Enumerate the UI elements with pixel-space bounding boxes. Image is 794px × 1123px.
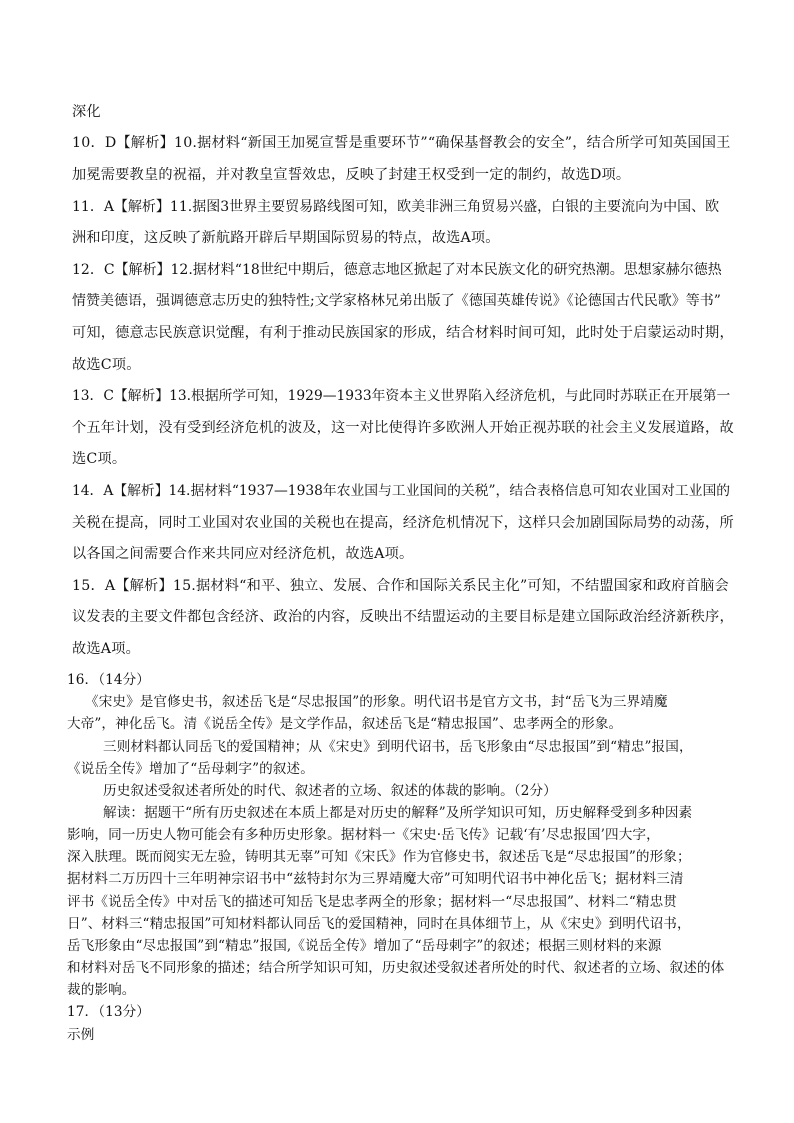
answer-12-line-2: 情赞美德语，强调德意志历史的独特性;文学家格林兄弟出版了《德国英雄传说》《论德国古代民歌》等书” — [72, 293, 721, 309]
question-17-heading: 示例 — [67, 1027, 95, 1043]
answer-13-line-3: 选C项。 — [72, 451, 127, 467]
answer-16-explanation-cont: 17．（13分） — [67, 1004, 150, 1020]
answer-11-line-2: 洲和印度，这反映了新航路开辟后早期国际贸易的特点，故选A项。 — [72, 230, 500, 246]
answer-14-line-3: 以各国之间需要合作来共同应对经济危机，故选A项。 — [72, 546, 414, 562]
answer-14-line-2: 关税在提高，同时工业国对农业国的关税也在提高，经济危机情况下，这样只会加剧国际局势的动荡，所 — [72, 515, 734, 531]
answer-13-line-2: 个五年计划，没有受到经济危机的波及，这一对比使得许多欧洲人开始正视苏联的社会主义发展道路，故 — [72, 420, 734, 436]
answer-10-line-1: 10．D【解析】10.据材料“新国王加冕宣誓是重要环节”“确保基督教会的安全”，结合所学可知英国国王 — [72, 135, 731, 151]
answer-16-point-2: 三则材料都认同岳飞的爱国精神；从《宋史》到明代诏书，岳飞形象由“尽忠报国”到“精忠”报国， — [103, 739, 693, 755]
answer-15-line-3: 故选A项。 — [72, 641, 140, 657]
answer-16-point-2-cont: 《说岳全传》增加了“岳母刺字”的叙述。 — [67, 761, 314, 777]
question-16-heading: 16．（14分） — [67, 672, 150, 688]
answer-16-explanation-cont: 日”、材料三“精忠报国”可知材料都认同岳飞的爱国精神，同时在具体细节上，从《宋史》到明代诏书， — [67, 916, 691, 932]
answer-16-explanation-cont: 和材料对岳飞不同形象的描述；结合所学知识可知，历史叙述受叙述者所处的时代、叙述者的立场、叙述的体 — [67, 960, 725, 976]
answer-12-line-3: 可知，德意志民族意识觉醒，有利于推动民族国家的形成，结合材料时间可知，此时处于启蒙运动时期， — [72, 325, 734, 341]
answer-16-explanation-cont: 裁的影响。 — [67, 982, 136, 998]
answer-10-line-2: 加冕需要教皇的祝福，并对教皇宣誓效忠，反映了封建王权受到一定的制约，故选D项。 — [72, 167, 631, 183]
answer-16-explanation-cont: 评书《说岳全传》中对岳飞的描述可知岳飞是忠孝两全的形象；据材料一“尽忠报国”、材料二“精忠贯 — [67, 894, 677, 910]
answer-16-point-1: 《宋史》是官修史书，叙述岳飞是“尽忠报国”的形象。明代诏书是官方文书，封“岳飞为三界靖魔 — [85, 694, 668, 710]
answer-16-point-1-cont: 大帝”，神化岳飞。清《说岳全传》是文学作品，叙述岳飞是“精忠报国”、忠孝两全的形象。 — [67, 716, 623, 732]
answer-11-line-1: 11．A【解析】11.据图3世界主要贸易路线图可知，欧美非洲三角贸易兴盛，白银的主要流向为中国、欧 — [72, 199, 720, 215]
answer-15-line-1: 15．A【解析】15.据材料“和平、独立、发展、合作和国际关系民主化”可知，不结盟国家和政府首脑会 — [72, 578, 729, 594]
answer-16-explanation-cont: 影响，同一历史人物可能会有多种历史形象。据材料一《宋史·岳飞传》记载‘有’尽忠报国’四大字， — [67, 827, 660, 843]
answer-16-point-3: 历史叙述受叙述者所处的时代、叙述者的立场、叙述的体裁的影响。（2分） — [103, 783, 557, 799]
answer-16-explanation: 解读：据题干“所有历史叙述在本质上都是对历史的解释”及所学知识可知，历史解释受到多种因素 — [103, 805, 693, 821]
answer-16-explanation-cont: 岳飞形象由“尽忠报国”到“精忠”报国,《说岳全传》增加了“岳母刺字”的叙述；根据三则材料的来源 — [67, 938, 662, 954]
answer-16-explanation-cont: 深入肤理。既而阅实无左验，铸明其无辜”可知《宋氏》作为官修史书，叙述岳飞是“尽忠报国”的形象； — [67, 849, 691, 865]
answer-12-line-1: 12．C【解析】12.据材料“18世纪中期后，德意志地区掀起了对本民族文化的研究热潮。思想家赫尔德热 — [72, 262, 722, 278]
answer-13-line-1: 13．C【解析】13.根据所学可知，1929—1933年资本主义世界陷入经济危机，与此同时苏联正在开展第一 — [72, 388, 731, 404]
answer-16-explanation-cont: 据材料二万历四十三年明神宗诏书中“兹特封尔为三界靖魔大帝”可知明代诏书中神化岳飞；据材料三清 — [67, 871, 684, 887]
answer-14-line-1: 14．A【解析】14.据材料“1937—1938年农业国与工业国间的关税”，结合表格信息可知农业国对工业国的 — [72, 483, 731, 499]
answer-12-line-4: 故选C项。 — [72, 357, 141, 373]
answer-15-line-2: 议发表的主要文件都包含经济、政治的内容，反映出不结盟运动的主要目标是建立国际政治经济新秩序， — [72, 609, 734, 625]
text-line: 深化 — [72, 104, 101, 120]
